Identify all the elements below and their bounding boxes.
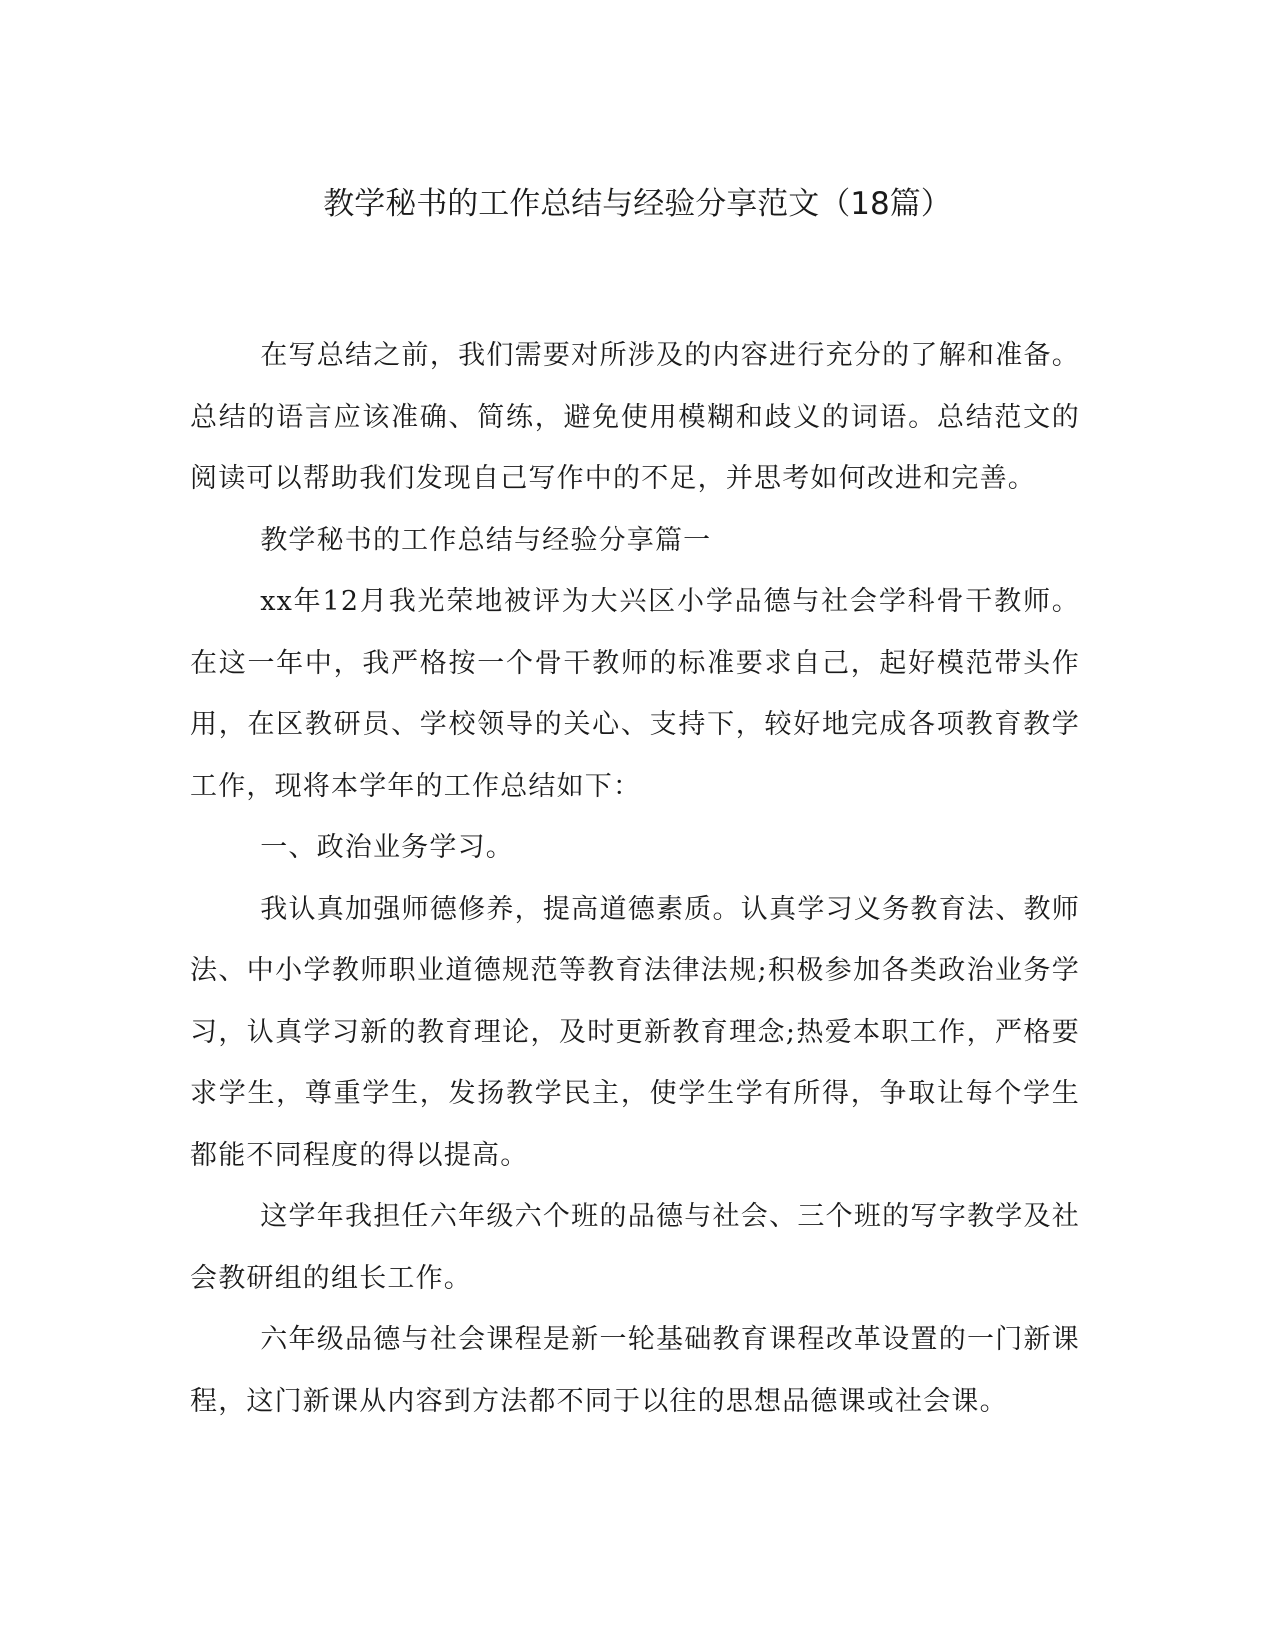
body-paragraph: 这学年我担任六年级六个班的品德与社会、三个班的写字教学及社会教研组的组长工作。 [190, 1201, 1080, 1294]
document-body [190, 325, 1080, 1432]
intro-paragraph: 在写总结之前，我们需要对所涉及的内容进行充分的了解和准备。总结的语言应该准确、简练，避免使用模糊和歧义的词语。总结范文的阅读可以帮助我们发现自己写作中的不足，并思考如何改进和完善。 [190, 340, 1080, 494]
body-paragraph: 我认真加强师德修养，提高道德素质。认真学习义务教育法、教师法、中小学教师职业道德规范等教育法律法规;积极参加各类政治业务学习，认真学习新的教育理论，及时更新教育理念;热爱本职工作，严格要求学生，尊重学生，发扬教学民主，使学生学有所得，争取让每个学生都能不同程度的得以提高。 [190, 893, 1080, 1171]
subsection-heading: 一、政治业务学习。 [260, 832, 514, 863]
body-paragraph: xx年12月我光荣地被评为大兴区小学品德与社会学科骨干教师。在这一年中，我严格按一个骨干教师的标准要求自己，起好模范带头作用，在区教研员、学校领导的关心、支持下，较好地完成各项教育教学工作，现将本学年的工作总结如下： [190, 586, 1080, 802]
section-heading: 教学秘书的工作总结与经验分享篇一 [260, 524, 712, 556]
body-paragraph: 六年级品德与社会课程是新一轮基础教育课程改革设置的一门新课程，这门新课从内容到方法都不同于以往的思想品德课或社会课。 [190, 1324, 1080, 1417]
document-title: 教学秘书的工作总结与经验分享范文（18篇） [323, 186, 952, 222]
